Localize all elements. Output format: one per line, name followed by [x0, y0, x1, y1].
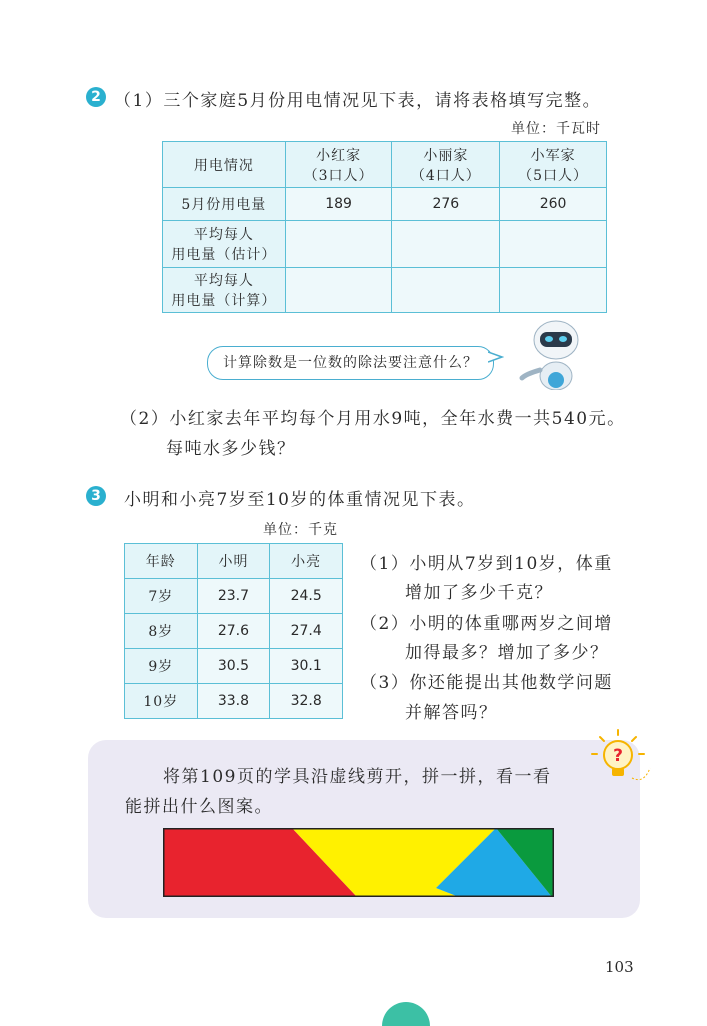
q3-unit-label: 单位：千克	[263, 522, 338, 538]
weight-cell: 23.7	[197, 579, 270, 614]
lightbulb-icon	[588, 728, 652, 788]
answer-cell[interactable]	[392, 268, 500, 313]
answer-cell[interactable]	[285, 268, 392, 313]
row-label: 5月份用电量	[163, 188, 286, 221]
table-corner-header: 用电情况	[163, 142, 286, 188]
table-cell: 276	[392, 188, 500, 221]
weight-cell: 33.8	[197, 684, 270, 719]
age-cell: 10岁	[125, 684, 198, 719]
column-header: 小明	[197, 544, 270, 579]
activity-line2: 能拼出什么图案。	[125, 797, 273, 817]
tangram-pattern	[163, 828, 556, 898]
family-header: 小丽家 （4口人）	[392, 142, 500, 188]
weight-cell: 32.8	[270, 684, 343, 719]
answer-cell[interactable]	[285, 221, 392, 268]
answer-cell[interactable]	[500, 221, 607, 268]
weight-cell: 24.5	[270, 579, 343, 614]
q2-unit-label: 单位：千瓦时	[511, 121, 601, 137]
robot-icon	[516, 318, 586, 390]
hint-speech-bubble: 计算除数是一位数的除法要注意什么？	[207, 346, 494, 380]
bubble-tail	[488, 350, 504, 364]
q3-question-3-line2: 并解答吗？	[405, 703, 498, 723]
answer-cell[interactable]	[392, 221, 500, 268]
q3-question-2-line2: 加得最多？增加了多少？	[405, 643, 609, 663]
family-header: 小军家 （5口人）	[500, 142, 607, 188]
row-label: 平均每人 用电量（计算）	[163, 268, 286, 313]
page-number: 103	[605, 958, 634, 976]
weight-cell: 27.6	[197, 614, 270, 649]
column-header: 年龄	[125, 544, 198, 579]
question-2-badge: 2	[86, 87, 106, 107]
column-header: 小亮	[270, 544, 343, 579]
bottom-tab-decoration	[382, 1002, 430, 1026]
q3-question-2-line1: （2）小明的体重哪两岁之间增	[360, 614, 613, 634]
q2-part2-line2: 每吨水多少钱？	[166, 439, 296, 459]
weight-cell: 30.5	[197, 649, 270, 684]
weight-cell: 27.4	[270, 614, 343, 649]
activity-line1: 将第109页的学具沿虚线剪开，拼一拼，看一看	[163, 767, 552, 787]
q2-part1-text: （1）三个家庭5月份用电情况见下表，请将表格填写完整。	[114, 91, 602, 111]
q2-part2-line1: （2）小红家去年平均每个月用水9吨，全年水费一共540元。	[120, 409, 626, 429]
answer-cell[interactable]	[500, 268, 607, 313]
weight-table	[124, 543, 343, 719]
q3-question-1-line1: （1）小明从7岁到10岁，体重	[360, 554, 613, 574]
weight-cell: 30.1	[270, 649, 343, 684]
age-cell: 8岁	[125, 614, 198, 649]
electricity-table	[162, 141, 607, 313]
svg-text:?: ?	[613, 746, 623, 766]
question-3-badge: 3	[86, 486, 106, 506]
row-label: 平均每人 用电量（估计）	[163, 221, 286, 268]
q3-question-1-line2: 增加了多少千克？	[405, 583, 553, 603]
age-cell: 7岁	[125, 579, 198, 614]
table-cell: 189	[285, 188, 392, 221]
family-header: 小红家 （3口人）	[285, 142, 392, 188]
q3-intro-text: 小明和小亮7岁至10岁的体重情况见下表。	[124, 490, 476, 510]
q3-question-3-line1: （3）你还能提出其他数学问题	[360, 673, 613, 693]
age-cell: 9岁	[125, 649, 198, 684]
table-cell: 260	[500, 188, 607, 221]
